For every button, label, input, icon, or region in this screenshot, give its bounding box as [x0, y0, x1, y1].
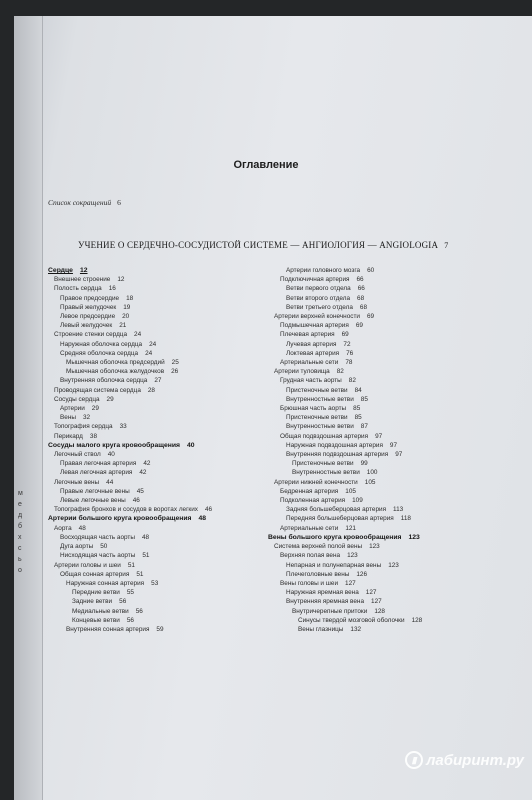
toc-entry-page: 40 — [187, 441, 195, 449]
toc-entry — [48, 505, 212, 514]
toc-entry — [268, 524, 422, 533]
toc-entry-label: Правый желудочек — [60, 303, 117, 311]
toc-entry — [48, 450, 212, 459]
toc-entry-label: Левые легочные вены — [60, 497, 126, 505]
toc-entry-label: Сердце — [48, 267, 73, 274]
toc-entry-label: Плечеголовные вены — [286, 570, 350, 578]
toc-entry-label: Внутренняя яремная вена — [286, 598, 365, 606]
toc-entry-label: Правые легочные вены — [60, 487, 130, 495]
toc-entry-page: 50 — [100, 543, 108, 551]
toc-entry — [268, 625, 422, 634]
toc-entry-label: Левое предсердие — [60, 313, 116, 321]
toc-entry — [48, 294, 212, 303]
toc-entry — [48, 561, 212, 570]
toc-entry-label: Локтевая артерия — [286, 349, 340, 357]
toc-entry — [268, 266, 422, 275]
toc-entry-label: Мышечная оболочка предсердий — [66, 359, 165, 367]
toc-entry-label: Нисходящая часть аорты — [60, 552, 136, 560]
toc-entry-page: 53 — [151, 579, 159, 587]
toc-entry — [48, 321, 212, 330]
toc-entry-label: Правое предсердие — [60, 294, 120, 302]
toc-entry-page: 109 — [352, 497, 363, 505]
toc-entry-label: Система верхней полой вены — [274, 543, 363, 551]
toc-entry-label: Артерии туловища — [274, 368, 330, 376]
toc-entry-page: 127 — [365, 589, 377, 597]
toc-entry — [48, 524, 212, 533]
toc-entry — [268, 441, 422, 450]
toc-entry — [48, 395, 212, 404]
toc-entry-page: 76 — [346, 349, 354, 357]
toc-entry — [48, 303, 212, 312]
toc-entry — [268, 588, 422, 597]
toc-entry — [48, 542, 212, 551]
toc-entry-label: Общая подвздошная артерия — [280, 432, 369, 440]
toc-entry-label: Средняя оболочка сердца — [60, 349, 139, 357]
toc-entry — [48, 349, 212, 358]
toc-entry-page: 97 — [375, 432, 383, 440]
toc-entry-label: Плечевая артерия — [280, 331, 335, 339]
toc-entry — [268, 413, 422, 422]
toc-entry-page: 128 — [374, 607, 385, 615]
toc-entry-label: Подмышечная артерия — [280, 322, 349, 330]
toc-entry-page: 56 — [119, 598, 127, 606]
toc-entry — [268, 422, 422, 431]
toc-entry-page: 66 — [357, 285, 365, 293]
toc-entry-label: Медиальные ветви — [72, 607, 129, 615]
toc-entry-label: Внутренностные ветви — [286, 395, 354, 403]
toc-entry — [48, 570, 212, 579]
toc-entry-label: Артериальные сети — [280, 359, 339, 367]
toc-entry — [48, 275, 212, 284]
toc-entry-page: 48 — [141, 533, 150, 541]
toc-entry — [48, 607, 212, 616]
toc-entry — [48, 588, 212, 597]
toc-entry — [48, 312, 212, 321]
toc-entry-label: Артерии головного мозга — [286, 267, 361, 274]
toc-entry — [48, 468, 212, 477]
toc-entry-label: Синусы твердой мозговой оболочки — [298, 616, 405, 624]
toc-entry — [268, 349, 422, 358]
edge-mark: о — [18, 567, 22, 574]
toc-entry — [48, 376, 212, 385]
toc-entry-page: 85 — [360, 395, 368, 403]
toc-entry — [268, 432, 422, 441]
toc-entry-label: Топография сердца — [54, 423, 113, 431]
toc-entry-label: Ветви третьего отдела — [286, 303, 353, 311]
toc-entry-label: Вены головы и шеи — [280, 579, 339, 587]
toc-entry-page: 25 — [171, 359, 179, 367]
toc-entry-label: Подключичная артерия — [280, 276, 350, 284]
toc-entry — [48, 441, 212, 450]
toc-entry-label: Внутренняя сонная артерия — [66, 625, 150, 633]
toc-entry-label: Брюшная часть аорты — [280, 405, 347, 413]
toc-entry-page: 87 — [360, 423, 368, 431]
toc-entry-page: 99 — [360, 460, 368, 468]
toc-entry-page: 16 — [108, 285, 116, 293]
toc-entry — [268, 358, 422, 367]
toc-entry-page: 85 — [354, 414, 362, 422]
toc-entry-page: 59 — [156, 625, 164, 633]
toc-entry-label: Сосуды малого круга кровообращения — [48, 441, 180, 449]
chapter-label: УЧЕНИЕ О СЕРДЕЧНО-СОСУДИСТОЙ СИСТЕМЕ — АНГИОЛОГИЯ — ANGIOLOGIA — [78, 240, 439, 250]
toc-entry-label: Мышечная оболочка желудочков — [66, 368, 165, 376]
toc-entry — [268, 303, 422, 312]
toc-entry-page: 46 — [205, 506, 213, 514]
toc-entry-page: 97 — [395, 451, 403, 459]
toc-entry-page: 128 — [411, 616, 423, 624]
toc-right-column — [268, 266, 422, 634]
toc-entry — [268, 542, 422, 551]
toc-entry-label: Задняя большеберцовая артерия — [286, 506, 387, 514]
toc-entry-label: Пристеночные ветви — [292, 460, 354, 468]
watermark-text: лабиринт.ру — [426, 751, 524, 769]
toc-entry-page: 40 — [107, 451, 115, 459]
toc-entry — [268, 275, 422, 284]
toc-entry — [268, 312, 422, 321]
toc-entry-label: Артерии нижней конечности — [274, 478, 358, 486]
toc-entry-page: 51 — [127, 561, 135, 569]
toc-entry-label: Наружная подвздошная артерия — [286, 441, 383, 449]
toc-entry — [268, 376, 422, 385]
toc-entry-page: 48 — [78, 524, 86, 532]
toc-entry-page: 84 — [354, 386, 362, 394]
toc-entry-label: Легочные вены — [54, 478, 100, 486]
toc-entry — [268, 616, 422, 625]
toc-entry-page: 32 — [82, 414, 91, 422]
toc-entry — [268, 367, 422, 376]
toc-entry — [48, 625, 212, 634]
toc-entry-page: 26 — [171, 368, 179, 376]
toc-entry-page: 113 — [393, 506, 404, 514]
toc-entry-label: Ветви второго отдела — [286, 294, 351, 302]
toc-entry-page: 123 — [388, 561, 399, 569]
toc-entry-page: 12 — [79, 267, 88, 274]
toc-title: Оглавление — [233, 159, 299, 171]
toc-entry-page: 68 — [359, 303, 368, 311]
toc-entry — [268, 404, 422, 413]
toc-entry-page: 18 — [126, 294, 134, 302]
toc-entry — [268, 533, 422, 542]
toc-entry-label: Лучевая артерия — [286, 340, 337, 348]
toc-entry-page: 69 — [355, 322, 363, 330]
toc-entry-page: 38 — [89, 432, 98, 440]
toc-entry — [48, 386, 212, 395]
toc-entry-page: 28 — [147, 386, 155, 394]
toc-entry — [268, 459, 422, 468]
toc-entry-page: 44 — [106, 478, 114, 486]
toc-entry-page: 82 — [336, 368, 344, 376]
toc-entry-page: 12 — [117, 276, 125, 284]
edge-mark: е — [18, 501, 22, 508]
toc-entry-label: Наружная яремная вена — [286, 589, 359, 597]
toc-entry-label: Вены глазницы — [298, 625, 344, 633]
toc-entry-label: Задние ветви — [72, 598, 113, 606]
toc-entry-page: 97 — [389, 441, 398, 449]
toc-entry-page: 51 — [136, 570, 144, 578]
toc-entry — [268, 450, 422, 459]
toc-entry — [48, 496, 212, 505]
toc-entry — [48, 616, 212, 625]
toc-entry — [268, 487, 422, 496]
toc-entry — [48, 413, 212, 422]
watermark — [405, 751, 524, 769]
toc-entry — [268, 561, 422, 570]
toc-entry-label: Грудная часть аорты — [280, 377, 342, 385]
toc-entry-page: 68 — [357, 294, 365, 302]
toc-entry — [268, 284, 422, 293]
toc-entry — [48, 330, 212, 339]
toc-entry-label: Правая легочная артерия — [60, 460, 137, 468]
edge-mark: д — [18, 512, 23, 519]
toc-entry-label: Артерии головы и шеи — [54, 561, 121, 569]
toc-entry-page: 85 — [353, 405, 361, 413]
toc-left-column — [48, 266, 212, 634]
toc-entry-page: 48 — [198, 515, 207, 523]
toc-entry-page: 56 — [126, 616, 134, 624]
toc-entry-label: Артерии — [60, 405, 85, 413]
toc-entry — [268, 496, 422, 505]
toc-entry — [48, 284, 212, 293]
toc-entry-page: 29 — [91, 405, 99, 413]
toc-entry-label: Сосуды сердца — [54, 395, 100, 403]
toc-entry-label: Восходящая часть аорты — [60, 533, 135, 541]
book-icon: ▮ — [405, 751, 423, 769]
page-spine-edge — [14, 16, 43, 800]
toc-entry — [268, 551, 422, 560]
toc-entry — [268, 607, 422, 616]
toc-entry-page: 118 — [400, 515, 411, 523]
toc-entry — [48, 459, 212, 468]
edge-mark: ь — [18, 556, 22, 563]
toc-entry-page: 123 — [408, 533, 420, 541]
toc-entry-page: 132 — [350, 625, 362, 633]
toc-entry-label: Внешнее строение — [54, 276, 111, 284]
toc-entry-label: Ветви первого отдела — [286, 285, 351, 293]
toc-entry — [268, 386, 422, 395]
toc-entry — [268, 597, 422, 606]
abbreviations-entry — [48, 198, 121, 207]
toc-entry-page: 100 — [366, 469, 378, 477]
toc-entry-label: Левая легочная артерия — [60, 469, 133, 477]
toc-entry-page: 19 — [123, 303, 131, 311]
toc-entry — [48, 597, 212, 606]
toc-entry-label: Артерии верхней конечности — [274, 313, 360, 321]
toc-entry — [268, 340, 422, 349]
toc-entry — [268, 395, 422, 404]
toc-entry-label: Аорта — [54, 524, 72, 532]
toc-entry-page: 127 — [345, 579, 356, 587]
toc-entry — [48, 340, 212, 349]
toc-entry-label: Внутренностные ветви — [292, 469, 360, 477]
toc-entry-label: Вены — [60, 414, 76, 422]
toc-entry-label: Общая сонная артерия — [60, 570, 130, 578]
toc-entry-page: 24 — [149, 340, 157, 348]
toc-entry-page: 33 — [119, 423, 127, 431]
toc-entry-page: 82 — [348, 377, 356, 385]
edge-mark: с — [18, 545, 22, 552]
toc-entry-label: Левый желудочек — [60, 322, 113, 330]
toc-entry-page: 46 — [132, 497, 140, 505]
toc-entry-label: Передняя большеберцовая артерия — [286, 515, 394, 523]
toc-entry — [48, 367, 212, 376]
toc-entry — [268, 570, 422, 579]
toc-entry-page: 66 — [356, 276, 364, 284]
chapter-heading — [78, 240, 448, 250]
toc-entry — [268, 468, 422, 477]
toc-entry-label: Дуга аорты — [60, 543, 94, 551]
chapter-page: 7 — [444, 241, 449, 250]
toc-entry — [48, 579, 212, 588]
edge-mark: м — [18, 490, 23, 497]
toc-entry — [268, 505, 422, 514]
toc-entry-label: Полость сердца — [54, 285, 102, 293]
toc-entry-label: Пристеночные ветви — [286, 386, 348, 394]
toc-entry-page: 123 — [369, 543, 380, 551]
toc-entry-label: Внутричерепные притоки — [292, 607, 368, 615]
toc-entry-label: Артериальные сети — [280, 524, 339, 532]
toc-entry — [48, 514, 212, 523]
toc-entry — [48, 478, 212, 487]
toc-entry-label: Проводящая система сердца — [54, 386, 141, 394]
toc-entry-label: Пристеночные ветви — [286, 414, 348, 422]
toc-entry-page: 24 — [134, 331, 142, 339]
toc-entry-page: 69 — [366, 313, 375, 321]
toc-entry-page: 20 — [122, 313, 130, 321]
toc-entry — [268, 330, 422, 339]
toc-entry-page: 72 — [343, 340, 351, 348]
toc-entry-page: 69 — [341, 331, 349, 339]
edge-mark: б — [18, 523, 23, 530]
toc-entry-page: 21 — [119, 322, 127, 330]
toc-entry-label: Легочный ствол — [54, 451, 101, 459]
toc-entry — [48, 404, 212, 413]
toc-entry-page: 78 — [345, 359, 353, 367]
abbreviations-label: Список сокращений — [48, 198, 112, 207]
toc-entry-label: Внутренняя подвздошная артерия — [286, 451, 389, 459]
toc-entry — [268, 579, 422, 588]
toc-entry-page: 42 — [143, 460, 151, 468]
toc-entry-page: 127 — [371, 598, 382, 606]
toc-entry — [268, 478, 422, 487]
toc-entry-page: 45 — [136, 487, 144, 495]
toc-entry-page: 55 — [126, 589, 134, 597]
toc-entry-page: 51 — [142, 552, 150, 560]
abbreviations-page: 6 — [117, 198, 121, 207]
toc-entry-page: 123 — [347, 552, 358, 560]
toc-entry — [268, 294, 422, 303]
toc-entry — [48, 551, 212, 560]
toc-entry-page: 126 — [356, 570, 368, 578]
toc-entry-label: Строение стенки сердца — [54, 331, 128, 339]
toc-entry-label: Артерии большого круга кровообращения — [48, 515, 192, 523]
toc-entry-page: 60 — [367, 267, 375, 274]
toc-entry — [48, 432, 212, 441]
toc-entry-label: Перикард — [54, 432, 83, 440]
toc-entry-page: 29 — [106, 395, 114, 403]
toc-entry — [268, 321, 422, 330]
toc-entry-label: Наружная сонная артерия — [66, 579, 145, 587]
toc-entry-label: Вены большого круга кровообращения — [268, 533, 402, 541]
toc-entry — [48, 533, 212, 542]
toc-entry-label: Подколенная артерия — [280, 497, 346, 505]
toc-entry-label: Бедренная артерия — [280, 487, 339, 495]
toc-entry-label: Непарная и полунепарная вены — [286, 561, 382, 569]
toc-entry — [268, 514, 422, 523]
edge-mark: х — [18, 534, 22, 541]
toc-entry-page: 121 — [345, 524, 356, 532]
toc-entry-label: Топография бронхов и сосудов в воротах легких — [54, 506, 198, 514]
toc-entry — [48, 266, 212, 275]
toc-entry-page: 42 — [139, 469, 147, 477]
toc-entry-page: 105 — [345, 487, 356, 495]
toc-entry-label: Наружная оболочка сердца — [60, 340, 143, 348]
toc-entry — [48, 422, 212, 431]
toc-entry-label: Внутренностные ветви — [286, 423, 354, 431]
toc-entry-page: 24 — [145, 349, 153, 357]
toc-entry-label: Концевые ветви — [72, 616, 120, 624]
toc-entry-label: Передние ветви — [72, 589, 120, 597]
toc-entry-label: Внутренняя оболочка сердца — [60, 377, 148, 385]
toc-entry — [48, 358, 212, 367]
toc-entry-page: 27 — [154, 377, 162, 385]
toc-entry-page: 56 — [135, 607, 143, 615]
toc-entry — [48, 487, 212, 496]
toc-entry-page: 105 — [364, 478, 376, 486]
toc-entry-label: Верхняя полая вена — [280, 552, 341, 560]
